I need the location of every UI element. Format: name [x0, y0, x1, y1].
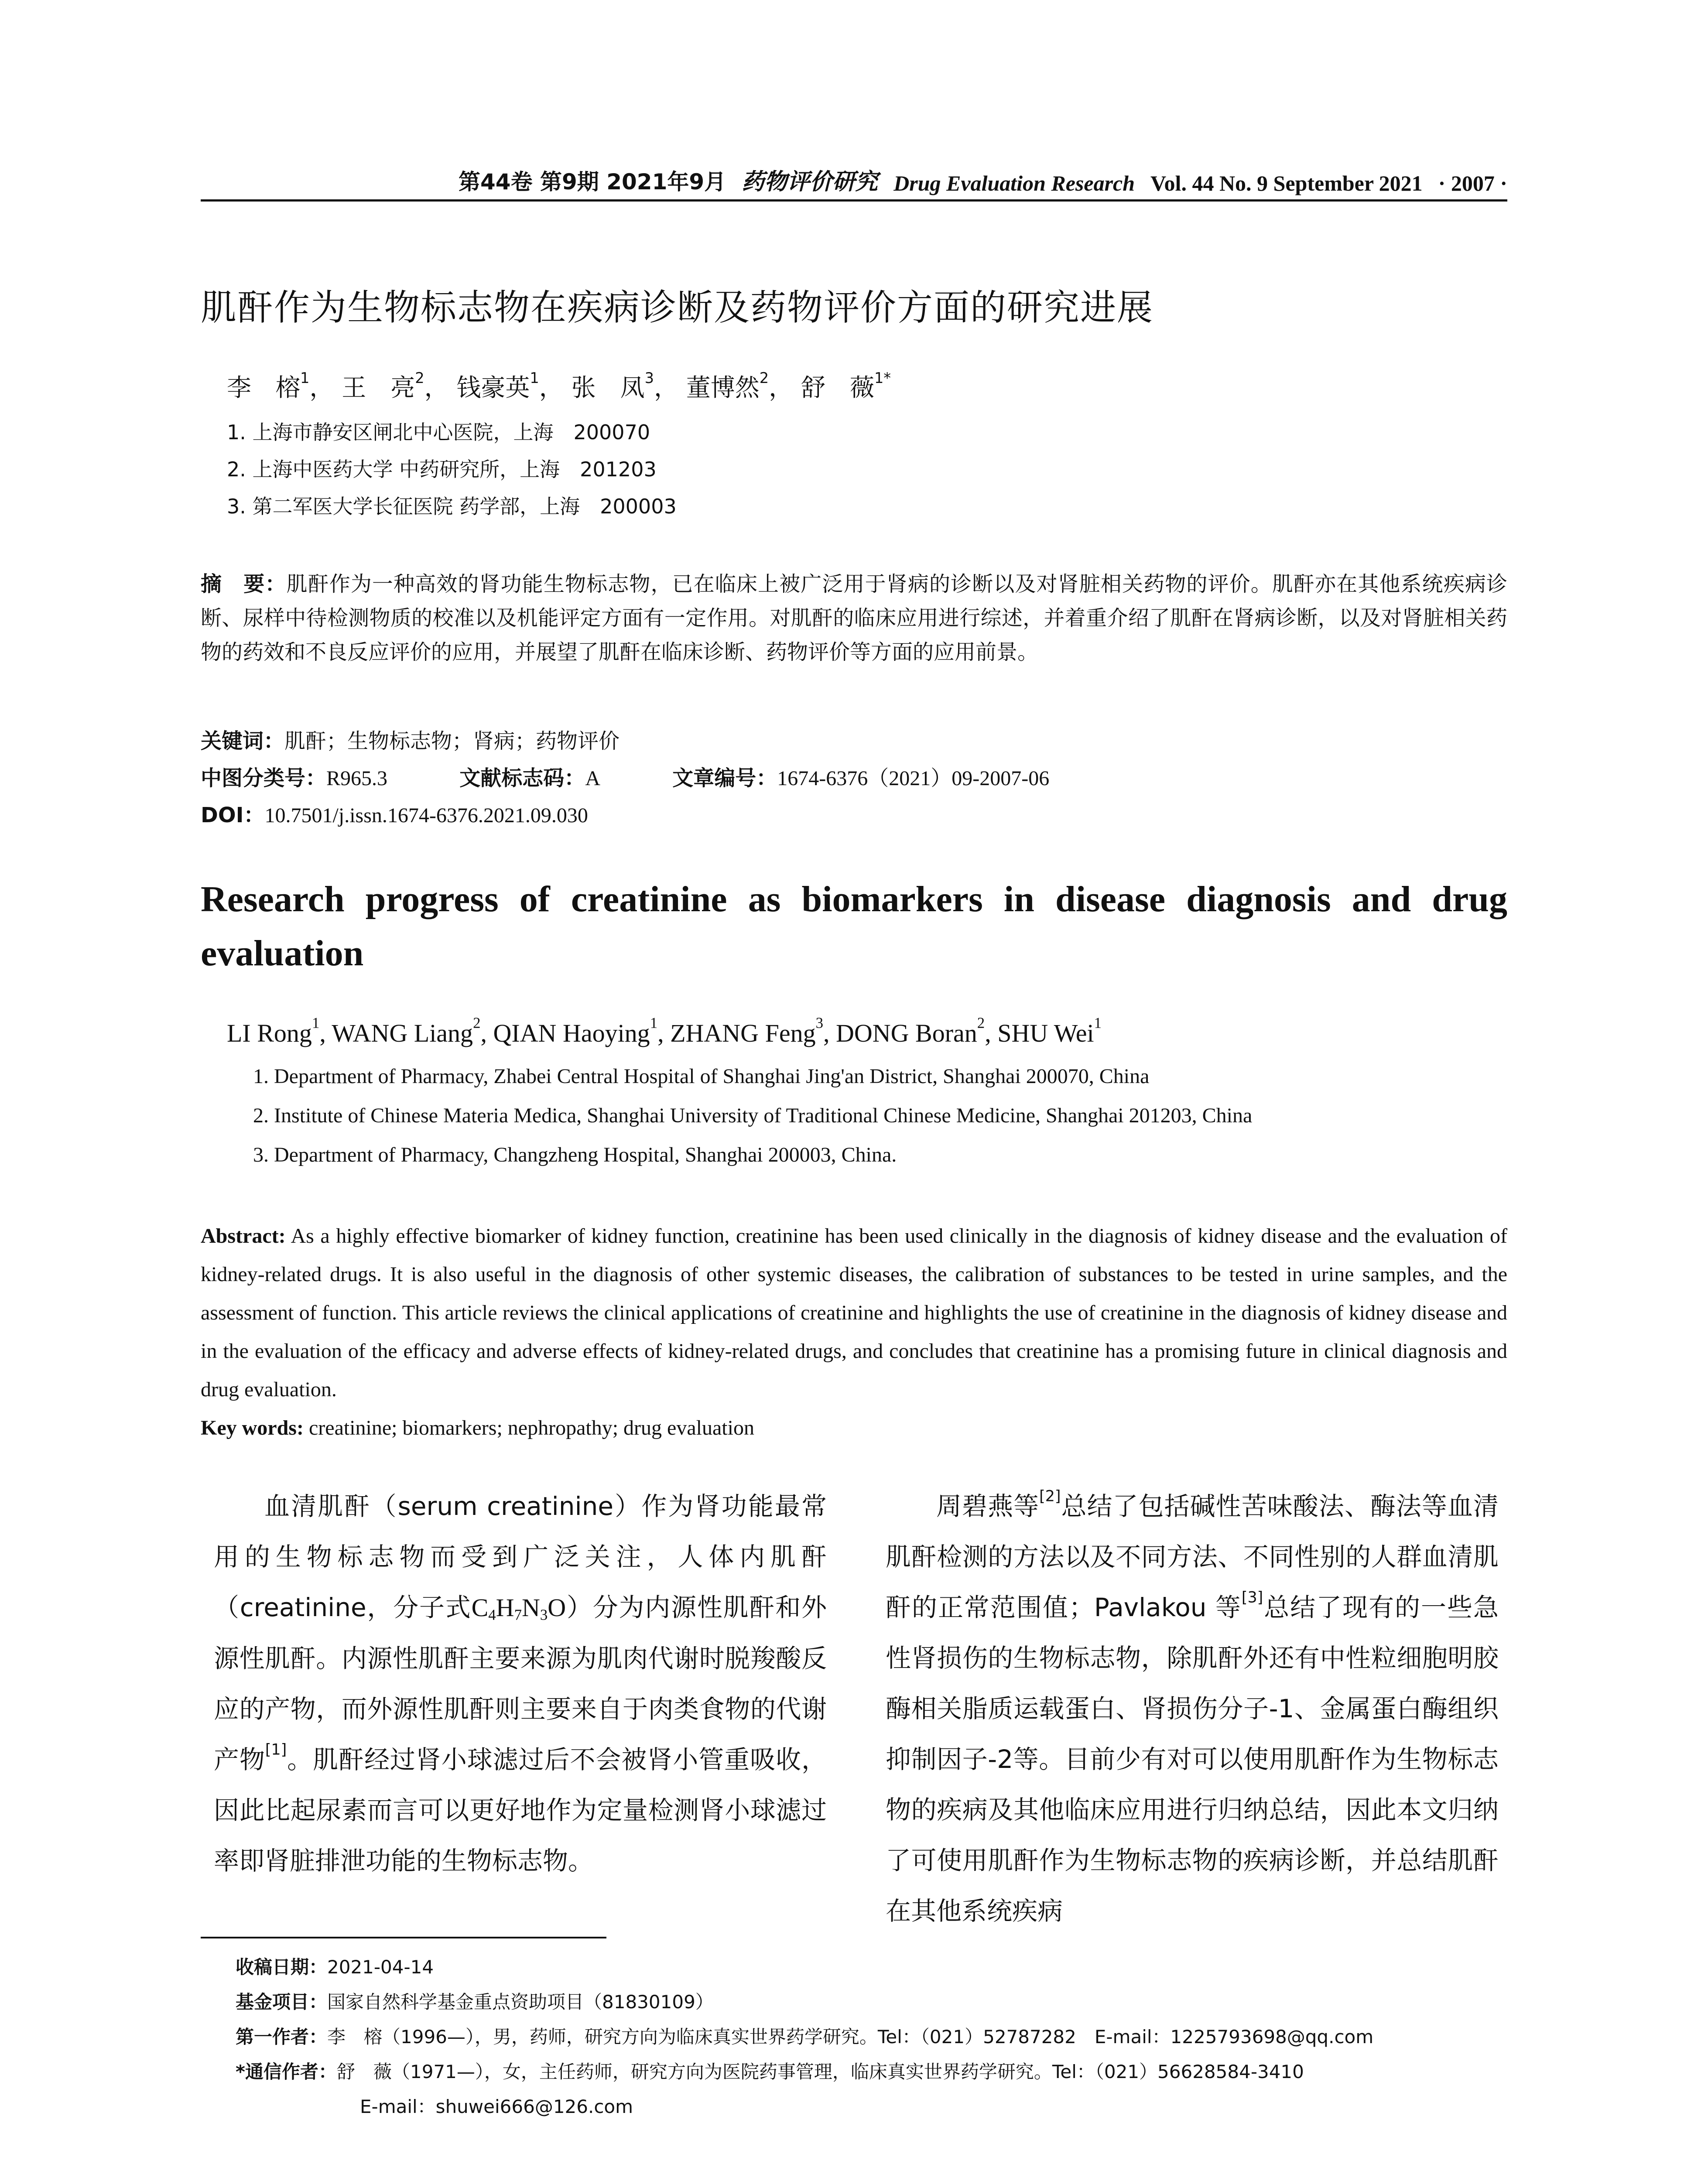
en-author: QIAN Haoying — [493, 1019, 650, 1047]
en-author-aff: 1 — [650, 1014, 658, 1032]
body-text: 。肌酐经过肾小球滤过后不会被肾小管重吸收，因此比起尿素而言可以更好地作为定量检测肾小球滤过率即肾脏排泄功能的生物标志物。 — [214, 1745, 827, 1876]
body-text: ）分为内源性肌酐和外源性肌酐。内源性肌酐主要来源为肌肉代谢时脱羧酸反应的产物，而外源性肌酐则主要来自于肉类食物的代谢产物 — [214, 1593, 827, 1774]
journal-logo-text: 药物评价研究 — [742, 168, 878, 195]
cn-abstract — [201, 567, 1507, 669]
en-author-aff: 2 — [473, 1014, 481, 1032]
en-abstract-text: As a highly effective biomarker of kidney function, creatinine has been used clinically in the diagnosis of kidney disease and the evaluation of kidney-related drugs. It is also useful in the diagnosis of other systemic diseases, the calibration of substances to be tested in urine samples, and the assessment of function. This article reviews the clinical applications of creatinine and highlights the use of creatinine in the diagnosis of kidney disease and in the evaluation of the efficacy and adverse effects of kidney-related drugs, and concludes that creatinine has a promising future in clinical diagnosis and drug evaluation. — [201, 1224, 1507, 1401]
cn-author-aff: 3 — [644, 369, 654, 386]
cn-author-list: 李 榕$^1$， 王 亮$^2$， 钱豪英$^1$， 张 凤$^3$， 董博然$^2$， 舒 薇$^{1*}$ — [227, 369, 891, 402]
article-no-label: 文章编号： — [672, 766, 777, 790]
body-text: 总结了包括碱性苦味酸法、酶法等血清肌酐检测的方法以及不同方法、不同性别的人群血清肌酐的正常范围值；Pavlakou 等 — [886, 1491, 1499, 1622]
cn-keywords-text: 肌酐；生物标志物；肾病；药物评价 — [284, 729, 620, 753]
body-column-right — [886, 1481, 1499, 1936]
en-author: ZHANG Feng — [670, 1019, 816, 1047]
cn-affiliation: 2. 上海中医药大学 中药研究所，上海 201203 — [227, 458, 657, 481]
en-author: WANG Liang — [332, 1019, 473, 1047]
cn-abstract-label: 摘 要： — [201, 572, 287, 596]
doc-code-label: 文献标志码： — [459, 766, 585, 790]
en-keywords — [201, 1409, 1507, 1447]
doc-code: A — [585, 767, 600, 790]
doi-line — [201, 798, 588, 828]
en-author: DONG Boran — [835, 1019, 977, 1047]
footnote-divider — [201, 1937, 606, 1938]
running-header — [201, 168, 1507, 202]
article-no: 1674-6376（2021）09-2007-06 — [777, 767, 1050, 790]
cn-author: 李 榕 — [227, 374, 300, 402]
cn-author-aff: 1 — [530, 369, 539, 386]
en-affiliation: 2. Institute of Chinese Materia Medica, Shanghai University of Traditional Chinese Medicine, Shanghai 201203, China — [253, 1104, 1253, 1127]
footnotes — [236, 1950, 1373, 2124]
cn-keywords-label: 关键词： — [201, 729, 285, 753]
en-author-aff: 1 — [1094, 1014, 1102, 1032]
footnote-first-author: 第一作者：李 榕（1996—），男，药师，研究方向为临床真实世界药学研究。Tel：（021）52787282 E-mail：1225793698@qq.com — [236, 2026, 1374, 2048]
journal-name-en: Drug Evaluation Research — [893, 171, 1135, 195]
cn-classification-line — [201, 761, 1049, 791]
doi-label: DOI： — [201, 803, 265, 827]
en-author: LI Rong — [227, 1019, 312, 1047]
en-abstract — [201, 1217, 1507, 1447]
en-affiliation: 1. Department of Pharmacy, Zhabei Central Hospital of Shanghai Jing'an District, Shanghai 200070, China — [253, 1065, 1150, 1088]
cn-issue-info: 第44卷 第9期 2021年9月 — [459, 169, 726, 195]
citation-ref: [2] — [1039, 1487, 1061, 1505]
cn-abstract-text: 肌酐作为一种高效的肾功能生物标志物，已在临床上被广泛用于肾病的诊断以及对肾脏相关药物的评价。肌酐亦在其他系统疾病诊断、尿样中待检测物质的校准以及机能评定方面有一定作用。对肌酐的临床应用进行综述，并着重介绍了肌酐在肾病诊断，以及对肾脏相关药物的药效和不良反应评价的应用，并展望了肌酐在临床诊断、药物评价等方面的应用前景。 — [201, 572, 1507, 664]
chemical-formula: $C_4H_7N_3O$ — [471, 1593, 566, 1624]
footnote-corresponding-author: *通信作者：舒 薇（1971—），女，主任药师，研究方向为医院药事管理，临床真实世界药学研究。Tel：（021）56628584-3410 — [236, 2061, 1304, 2082]
en-author-aff: 3 — [815, 1014, 823, 1032]
cn-author: 钱豪英 — [456, 374, 530, 402]
footnote-corresponding-email: E-mail：shuwei666@126.com — [360, 2096, 633, 2117]
en-author-aff: 1 — [311, 1014, 320, 1032]
cn-author-aff: 1* — [874, 369, 891, 386]
en-abstract-label: Abstract: — [201, 1224, 286, 1248]
cn-affiliation: 3. 第二军医大学长征医院 药学部，上海 200003 — [227, 495, 677, 518]
cn-author: 王 亮 — [342, 374, 415, 402]
cn-affiliation: 1. 上海市静安区闸北中心医院，上海 200070 — [227, 420, 650, 444]
cn-author: 董博然 — [686, 374, 760, 402]
citation-ref: [3] — [1241, 1589, 1263, 1607]
en-author-aff: 2 — [977, 1014, 985, 1032]
cn-keywords — [201, 724, 620, 754]
en-author-list: LI Rong$^1$, WANG Liang$^2$, QIAN Haoying$^1$, ZHANG Feng$^3$, DONG Boran$^2$, SHU Wei$^1$ — [227, 1014, 1102, 1047]
en-keywords-label: Key words: — [201, 1416, 304, 1439]
clc-label: 中图分类号： — [201, 766, 327, 790]
en-affiliation: 3. Department of Pharmacy, Changzheng Hospital, Shanghai 200003, China. — [253, 1143, 897, 1166]
body-column-left — [214, 1481, 827, 1886]
footnote-fund: 基金项目：国家自然科学基金重点资助项目（81830109） — [236, 1991, 714, 2013]
body-paragraph — [214, 1481, 827, 1886]
en-abstract-paragraph — [201, 1217, 1507, 1409]
cn-author-aff: 2 — [415, 369, 424, 386]
en-keywords-text: creatinine; biomarkers; nephropathy; drug evaluation — [308, 1416, 754, 1439]
body-text: 周碧燕等 — [936, 1491, 1040, 1521]
cn-author-aff: 1 — [300, 369, 310, 386]
volume-issue-en: Vol. 44 No. 9 September 2021 — [1150, 171, 1423, 195]
footnote-received: 收稿日期：2021-04-14 — [236, 1956, 434, 1978]
body-text: 总结了现有的一些急性肾损伤的生物标志物，除肌酐外还有中性粒细胞明胶酶相关脂质运载蛋白、肾损伤分子-1、金属蛋白酶组织抑制因子-2等。目前少有对可以使用肌酐作为生物标志物的疾病及其他临床应用进行归纳总结，因此本文归纳了可使用肌酐作为生物标志物的疾病诊断，并总结肌酐在其他系统疾病 — [886, 1593, 1499, 1926]
body-paragraph — [886, 1481, 1499, 1936]
cn-author-aff: 2 — [759, 369, 769, 386]
doi-value: 10.7501/j.issn.1674-6376.2021.09.030 — [264, 804, 588, 827]
citation-ref: [1] — [265, 1741, 287, 1759]
en-title: Research progress of creatinine as biomarkers in disease diagnosis and drug evaluation — [201, 879, 1507, 974]
cn-author: 舒 薇 — [801, 374, 874, 402]
cn-title: 肌酐作为生物标志物在疾病诊断及药物评价方面的研究进展 — [201, 287, 1154, 328]
body-text: 血清肌酐（serum creatinine）作为肾功能最常用的生物标志物而受到广泛关注，人体内肌酐（creatinine，分子式 — [214, 1491, 827, 1622]
page-number: · 2007 · — [1438, 171, 1507, 195]
cn-author: 张 凤 — [571, 374, 645, 402]
clc-code: R965.3 — [326, 767, 388, 790]
en-author: SHU Wei — [997, 1019, 1094, 1047]
